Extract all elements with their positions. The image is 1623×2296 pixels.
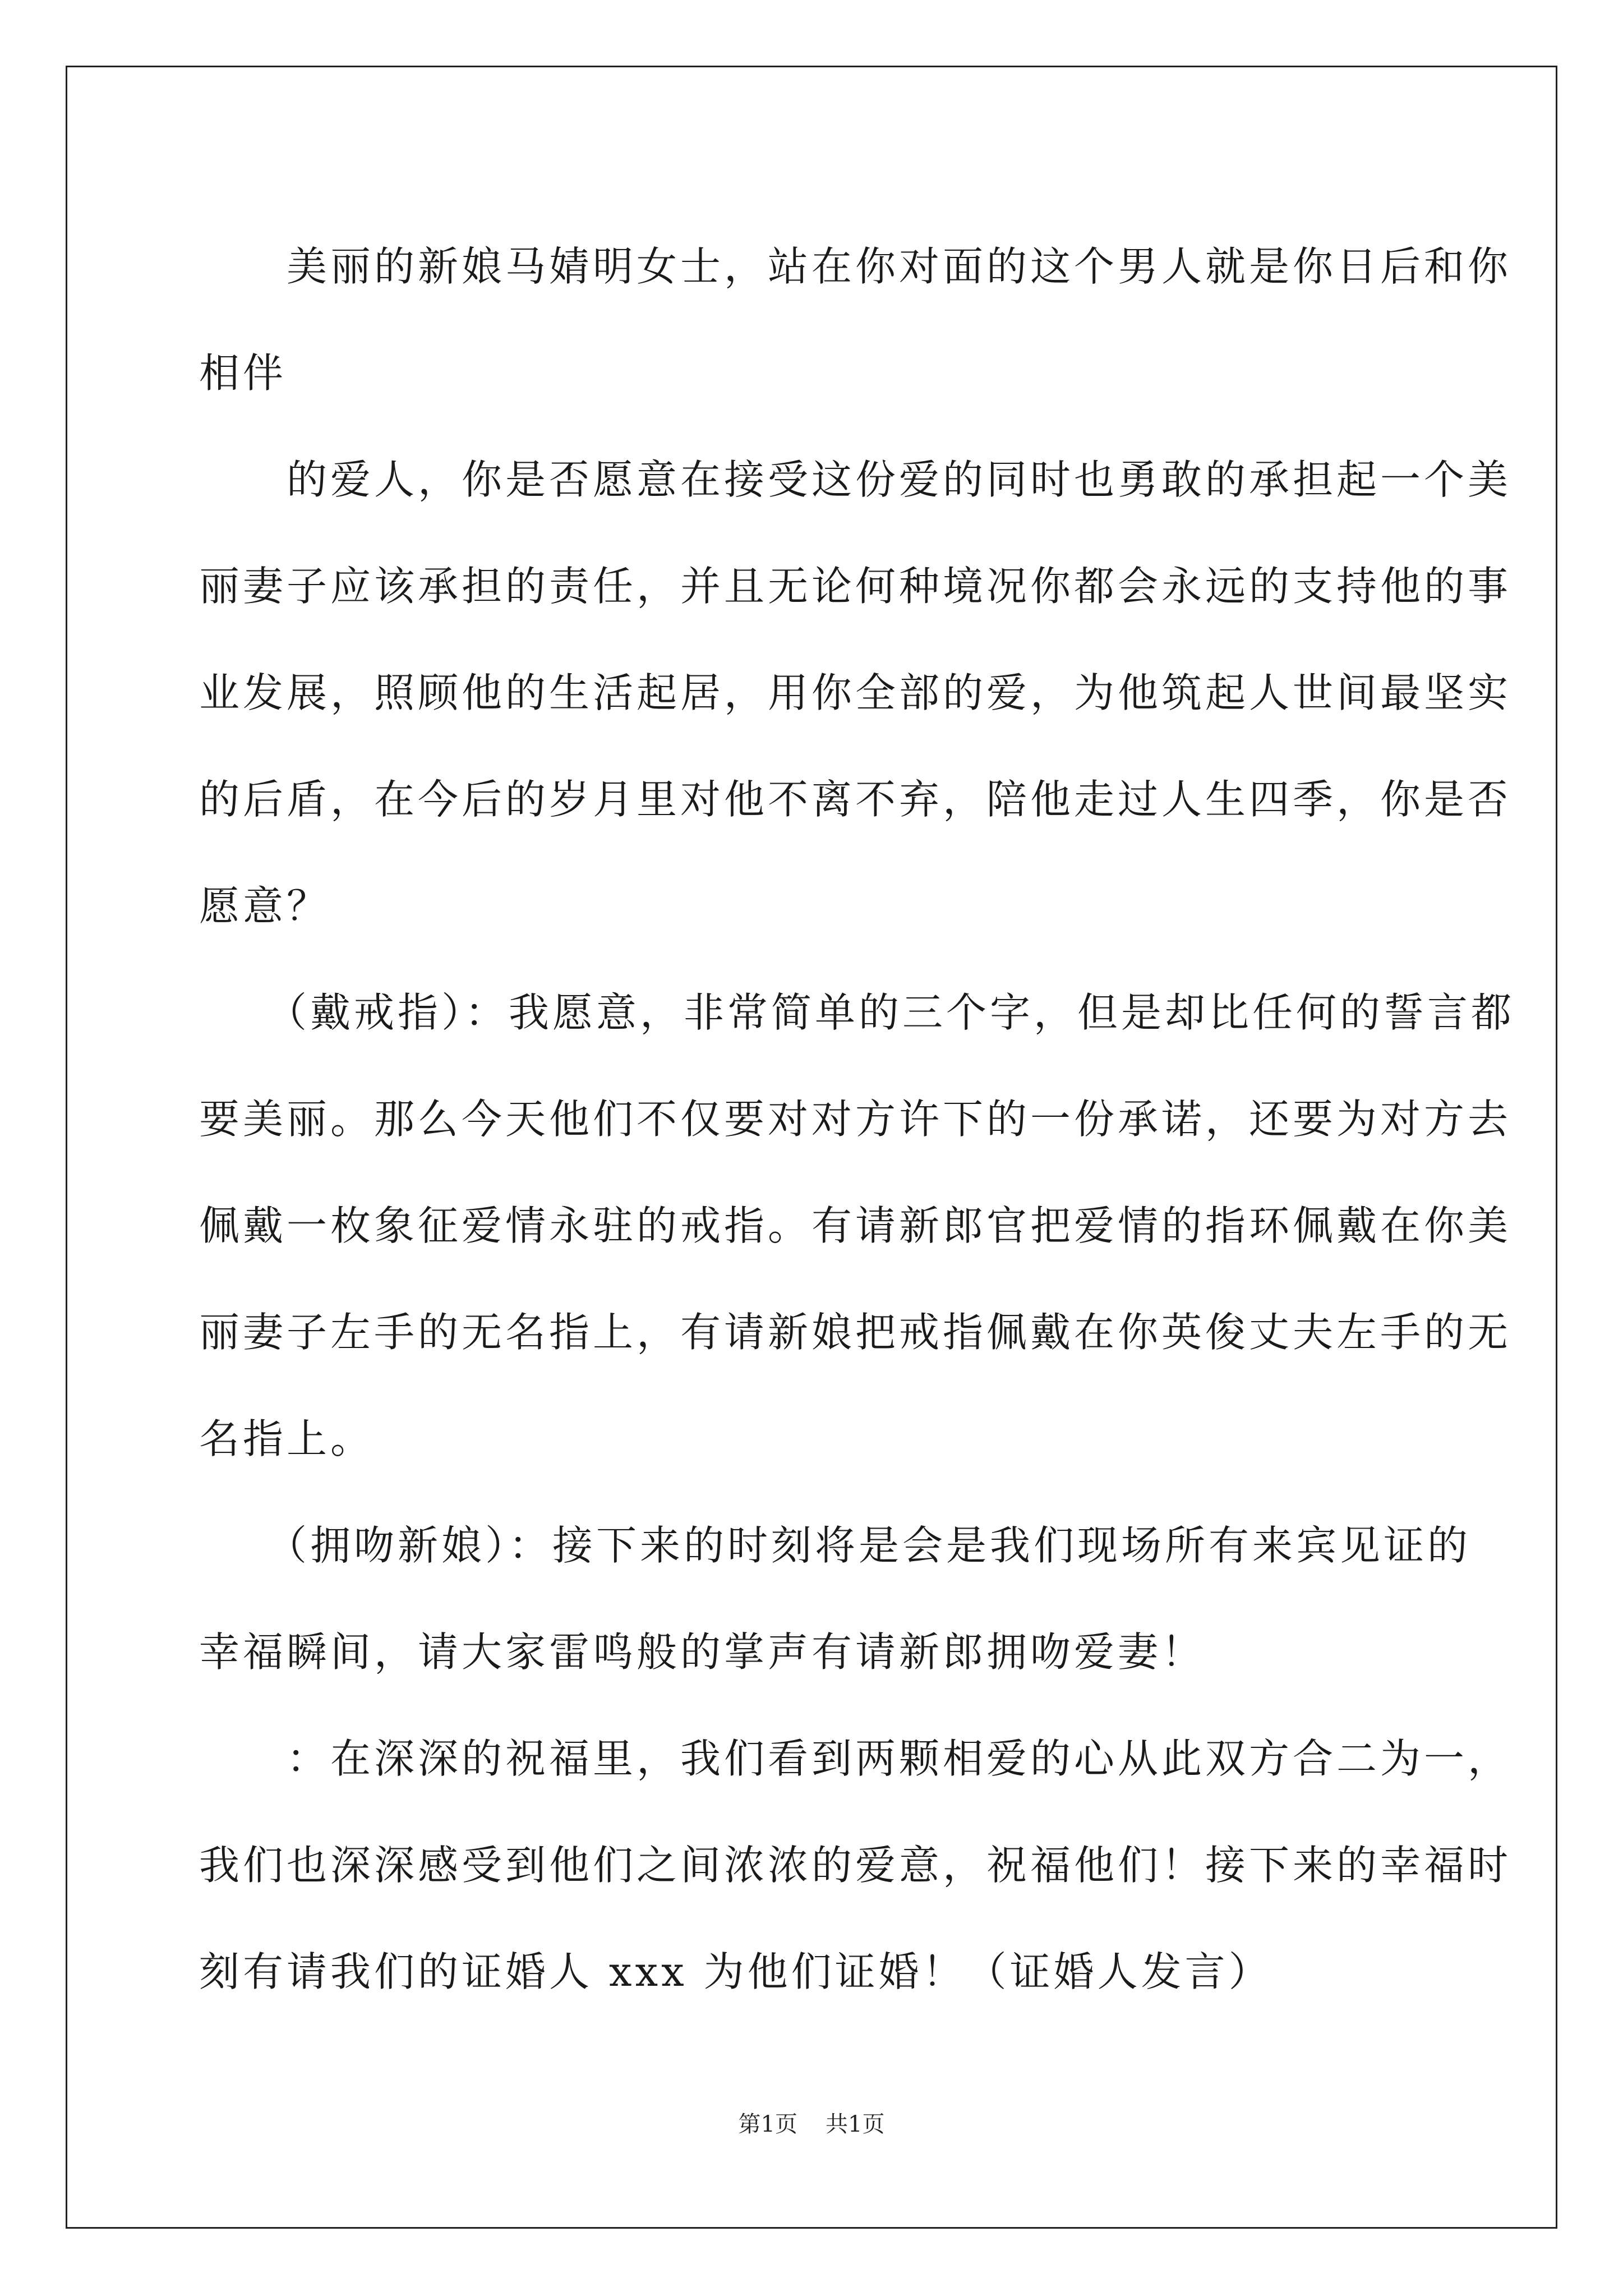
text-line: 丽妻子应该承担的责任，并且无论何种境况你都会永远的支持他的事: [199, 563, 1512, 610]
text-line: 业发展，照顾他的生活起居，用你全部的爱，为他筑起人世间最坚实: [199, 669, 1512, 716]
text-line: ：在深深的祝福里，我们看到两颗相爱的心从此双方合二为一，: [199, 1735, 1512, 1782]
text-line: 丽妻子左手的无名指上，有请新娘把戒指佩戴在你英俊丈夫左手的无: [199, 1309, 1512, 1356]
text-line: 的后盾，在今后的岁月里对他不离不弃，陪他走过人生四季，你是否: [199, 776, 1512, 823]
document-body: [199, 213, 1515, 2025]
page-count: 共1页: [826, 2111, 885, 2137]
text-line: 愿意？: [199, 882, 331, 930]
text-line: （戴戒指）：我愿意，非常简单的三个字，但是却比任何的誓言都: [199, 989, 1515, 1036]
page-footer: [0, 2106, 1623, 2138]
text-line: 幸福瞬间，请大家雷鸣般的掌声有请新郎拥吻爱妻！: [199, 1628, 1206, 1676]
text-line: （拥吻新娘）：接下来的时刻将是会是我们现场所有来宾见证的: [199, 1522, 1472, 1569]
text-line: 要美丽。那么今天他们不仅要对对方许下的一份承诺，还要为对方去: [199, 1096, 1512, 1143]
text-line: 的爱人，你是否愿意在接受这份爱的同时也勇敢的承担起一个美: [199, 456, 1512, 503]
text-line: 我们也深深感受到他们之间浓浓的爱意，祝福他们！接下来的幸福时: [199, 1842, 1512, 1889]
text-line: 名指上。: [199, 1415, 375, 1462]
text-line: 刻有请我们的证婚人 xxx 为他们证婚！（证婚人发言）: [199, 1948, 1272, 1995]
page-number: 第1页: [738, 2111, 797, 2137]
text-line: 相伴: [199, 349, 287, 397]
text-line: 佩戴一枚象征爱情永驻的戒指。有请新郎官把爱情的指环佩戴在你美: [199, 1202, 1512, 1249]
text-line: 美丽的新娘马婧明女士，站在你对面的这个男人就是你日后和你: [199, 243, 1512, 290]
